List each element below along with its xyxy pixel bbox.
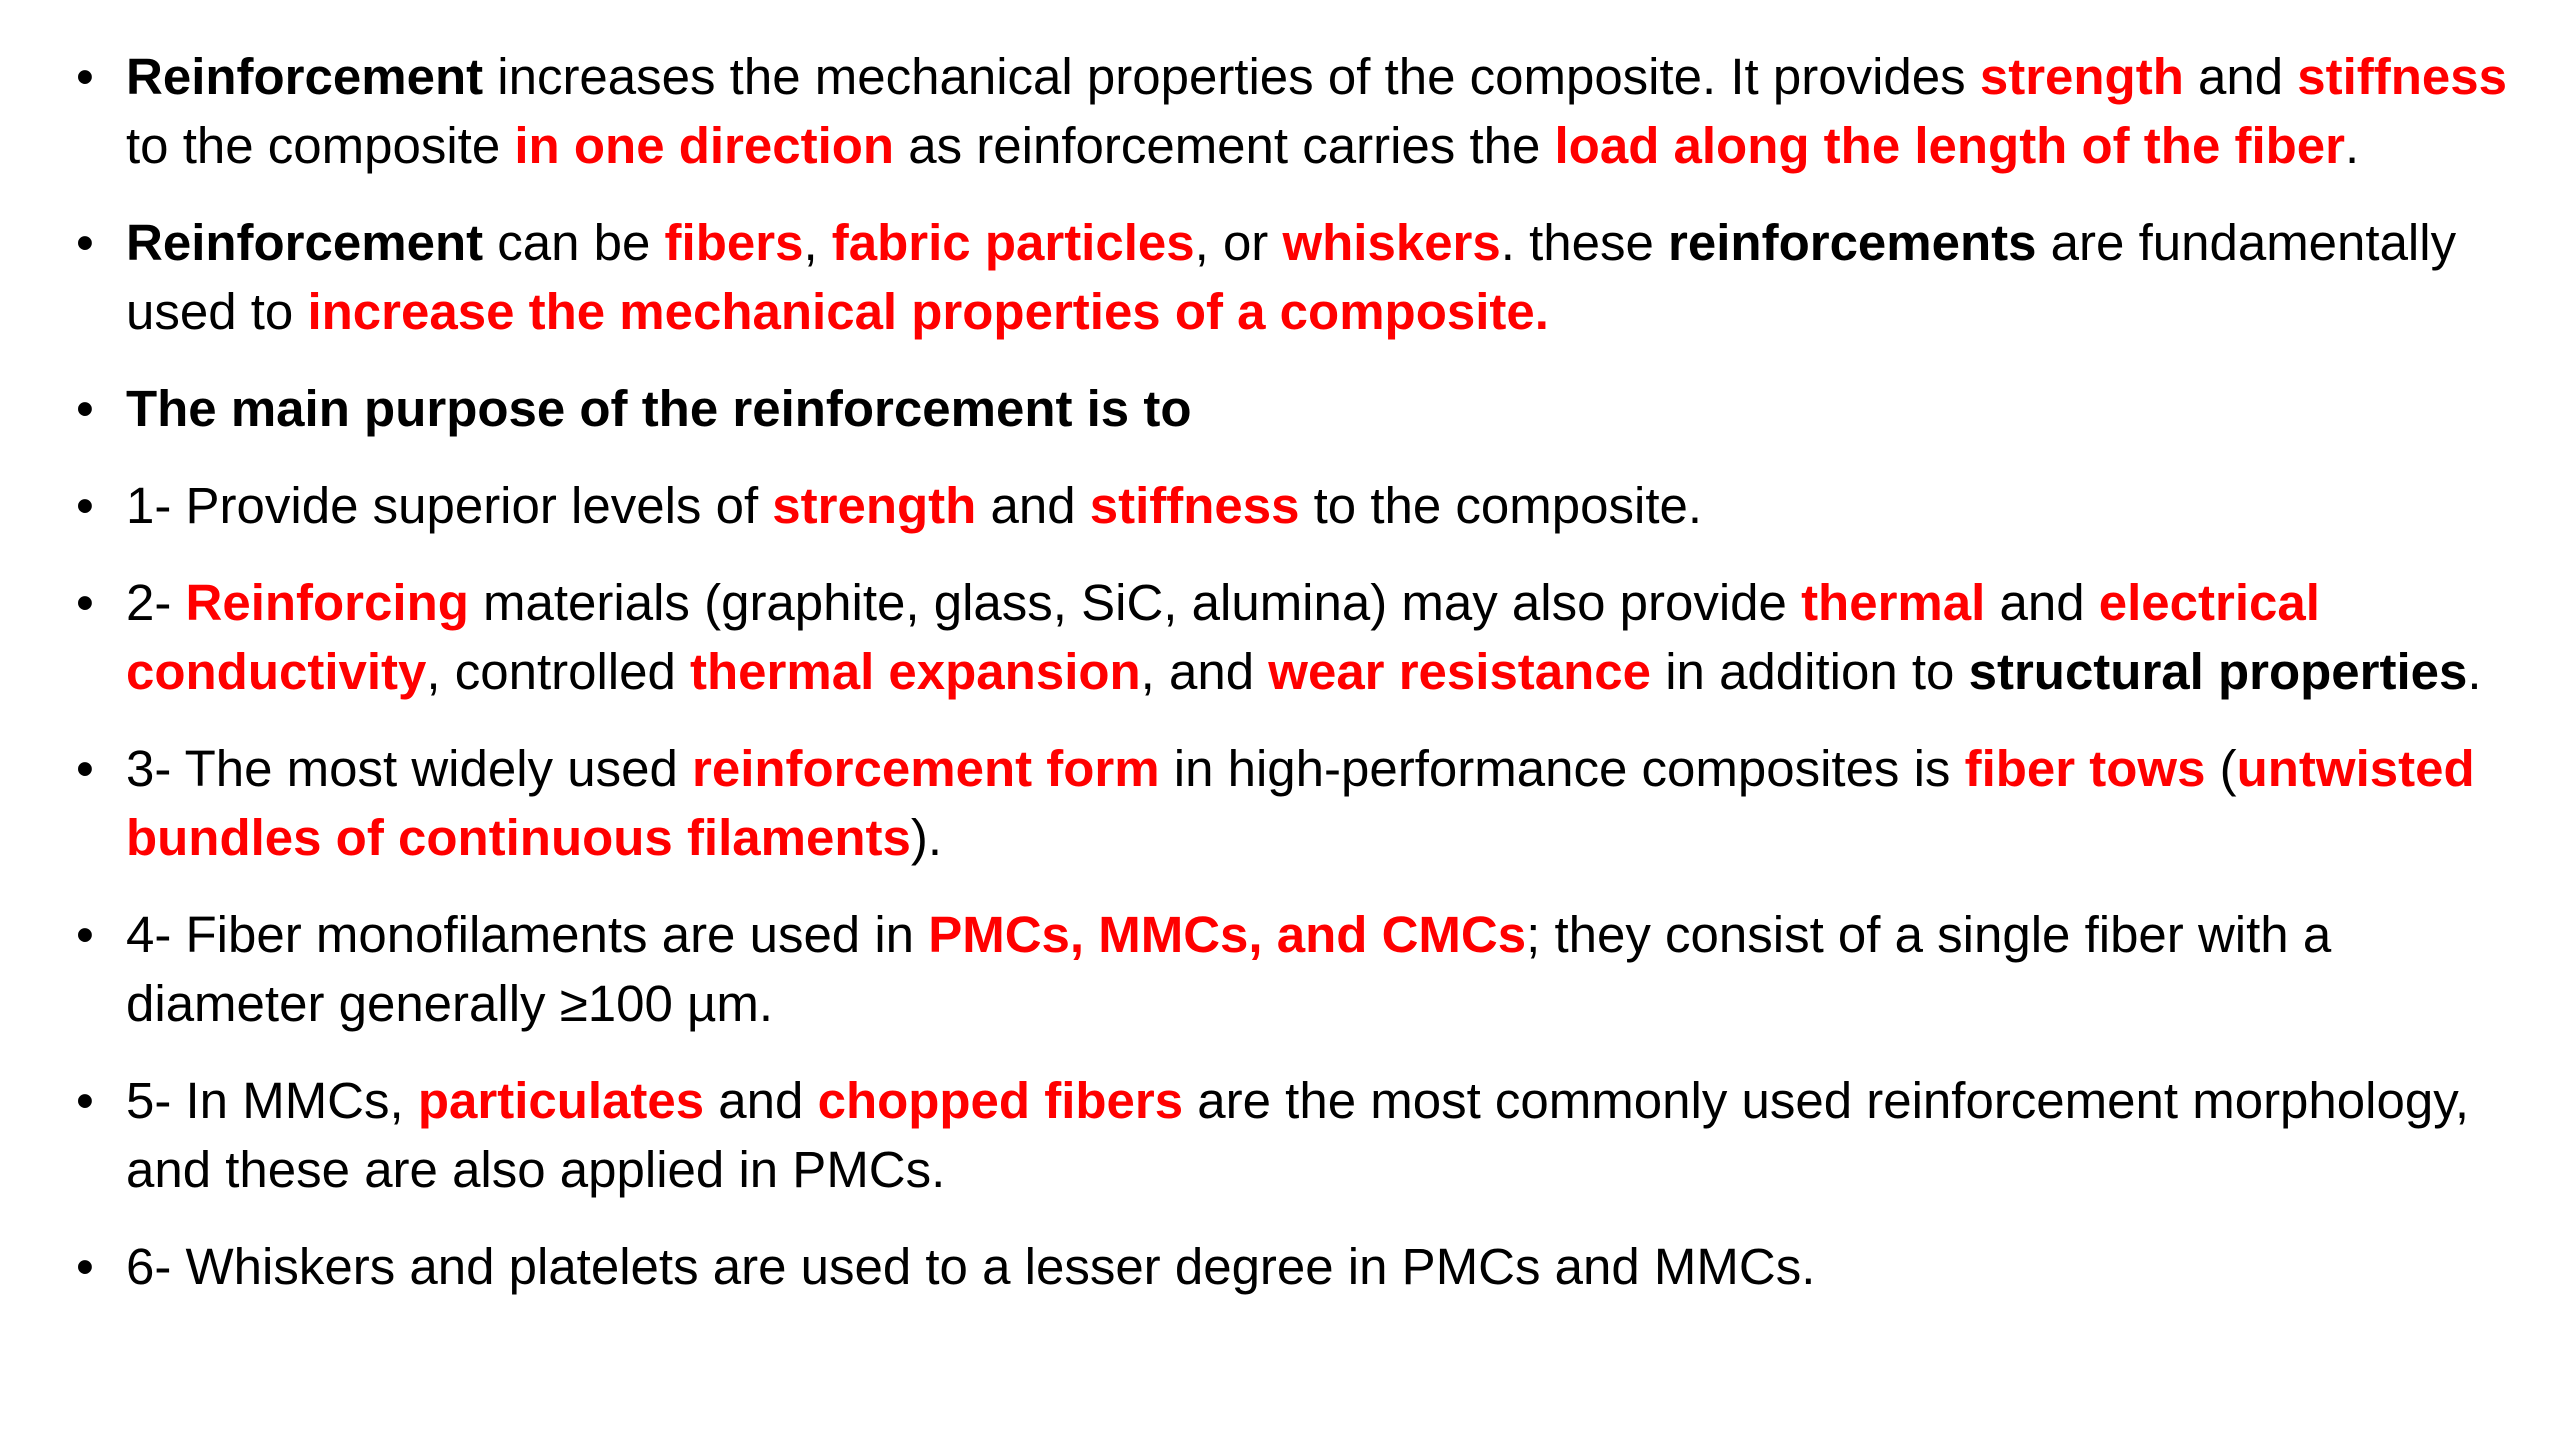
bullet-item bbox=[70, 734, 2520, 872]
text-emphasis: thermal bbox=[1801, 574, 1986, 631]
text: to the composite bbox=[126, 117, 515, 174]
text-emphasis: wear resistance bbox=[1268, 643, 1652, 700]
text-emphasis: particulates bbox=[417, 1072, 705, 1129]
bullet-item bbox=[70, 208, 2520, 346]
text: materials (graphite, glass, SiC, alumina) may also provide bbox=[468, 574, 1802, 631]
bullet-list bbox=[70, 42, 2520, 1301]
text: , and bbox=[1140, 643, 1269, 700]
bullet-dot-icon: • bbox=[76, 214, 94, 271]
text: can be bbox=[483, 214, 665, 271]
text: 4- Fiber monofilaments are used in bbox=[126, 906, 929, 963]
bullet-dot-icon: • bbox=[76, 1072, 94, 1129]
text: 2- bbox=[126, 574, 186, 631]
text-emphasis: whiskers bbox=[1282, 214, 1501, 271]
text-emphasis: in one direction bbox=[514, 117, 895, 174]
text-emphasis: fabric particles bbox=[831, 214, 1195, 271]
bullet-item bbox=[70, 568, 2520, 706]
text-emphasis: stiffness bbox=[2297, 48, 2508, 105]
text-emphasis: strength bbox=[1979, 48, 2184, 105]
text: 3- The most widely used bbox=[126, 740, 692, 797]
bullet-dot-icon: • bbox=[76, 380, 94, 437]
text-emphasis: stiffness bbox=[1089, 477, 1300, 534]
text: ). bbox=[910, 809, 943, 866]
text-emphasis: PMCs, MMCs, and CMCs bbox=[928, 906, 1527, 963]
text-bold: structural properties bbox=[1968, 643, 2468, 700]
text-emphasis: untwisted bundles of continuous filaments bbox=[126, 740, 2475, 866]
text: , controlled bbox=[426, 643, 691, 700]
text: . these bbox=[1500, 214, 1669, 271]
text: ; they consist of a single fiber with a diameter generally ≥100 µm. bbox=[126, 906, 2332, 1032]
bullet-dot-icon: • bbox=[76, 1238, 94, 1295]
text: and bbox=[704, 1072, 818, 1129]
text: to the composite. bbox=[1299, 477, 1703, 534]
bullet-item bbox=[70, 1066, 2520, 1204]
text: in addition to bbox=[1651, 643, 1969, 700]
bullet-dot-icon: • bbox=[76, 477, 94, 534]
text: in high-performance composites is bbox=[1159, 740, 1965, 797]
text: are the most commonly used reinforcement morphology, and these are also applied in PMCs. bbox=[126, 1072, 2470, 1198]
bullet-dot-icon: • bbox=[76, 574, 94, 631]
text: are fundamentally used to bbox=[126, 214, 2457, 340]
bullet-item bbox=[70, 471, 2520, 540]
text: . bbox=[2345, 117, 2360, 174]
text-emphasis: fiber tows bbox=[1964, 740, 2206, 797]
bullet-item bbox=[70, 900, 2520, 1038]
text-emphasis: increase the mechanical properties of a composite. bbox=[307, 283, 1549, 340]
text-emphasis: fibers bbox=[664, 214, 804, 271]
text: and bbox=[2183, 48, 2298, 105]
text-bold: reinforcements bbox=[1668, 214, 2037, 271]
text: 5- In MMCs, bbox=[126, 1072, 418, 1129]
bullet-item bbox=[70, 42, 2520, 180]
text-bold: Reinforcement bbox=[126, 48, 484, 105]
text-emphasis: thermal expansion bbox=[690, 643, 1141, 700]
text: 6- Whiskers and platelets are used to a lesser degree in PMCs and MMCs. bbox=[126, 1238, 1816, 1295]
text: 1- Provide superior levels of bbox=[126, 477, 773, 534]
text-emphasis: electrical conductivity bbox=[126, 574, 2320, 700]
text-emphasis: load along the length of the fiber bbox=[1554, 117, 2345, 174]
text: and bbox=[1985, 574, 2099, 631]
text: increases the mechanical properties of the composite. It provides bbox=[483, 48, 1980, 105]
text-emphasis: strength bbox=[772, 477, 977, 534]
bullet-item bbox=[70, 1232, 2520, 1301]
bullet-dot-icon: • bbox=[76, 48, 94, 105]
text-emphasis: reinforcement form bbox=[691, 740, 1160, 797]
text: and bbox=[976, 477, 1090, 534]
text: , bbox=[803, 214, 832, 271]
text: as reinforcement carries the bbox=[894, 117, 1555, 174]
text: , or bbox=[1194, 214, 1283, 271]
text-bold: Reinforcement bbox=[126, 214, 484, 271]
bullet-item bbox=[70, 374, 2520, 443]
text-emphasis: Reinforcing bbox=[185, 574, 469, 631]
bullet-dot-icon: • bbox=[76, 906, 94, 963]
bullet-dot-icon: • bbox=[76, 740, 94, 797]
text: . bbox=[2467, 643, 2482, 700]
text-emphasis: chopped fibers bbox=[817, 1072, 1184, 1129]
text-bold: The main purpose of the reinforcement is to bbox=[126, 380, 1192, 437]
text: ( bbox=[2205, 740, 2237, 797]
